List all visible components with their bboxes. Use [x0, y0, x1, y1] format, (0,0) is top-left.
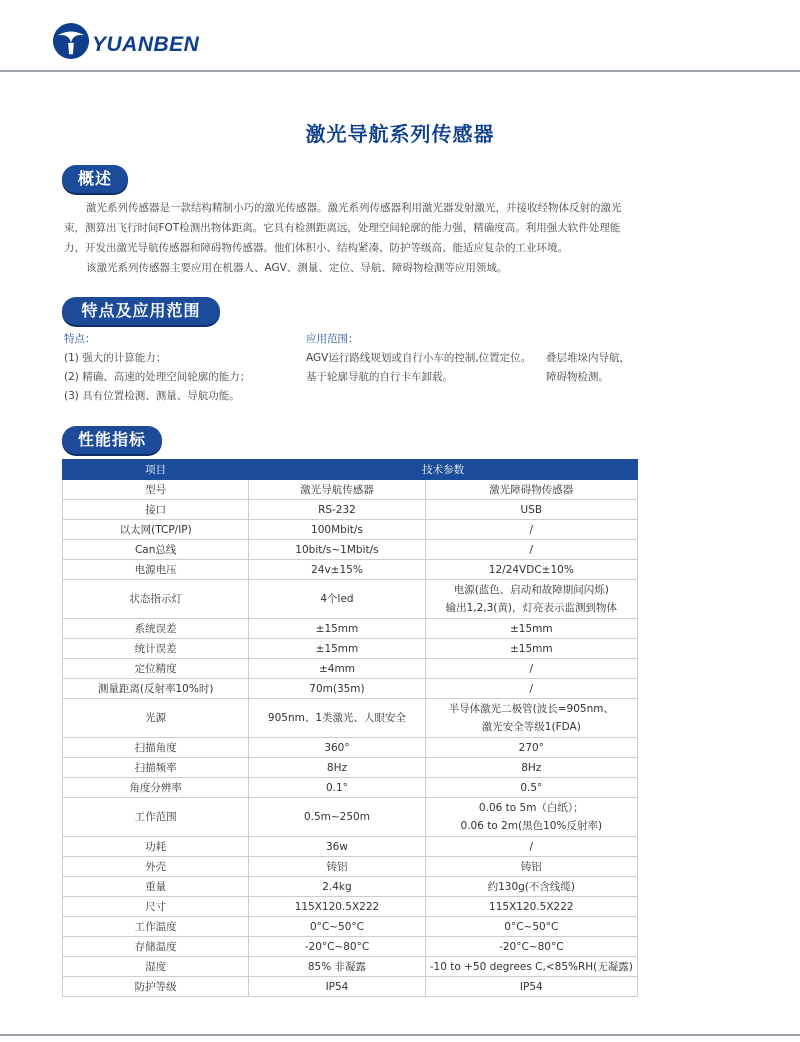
page-title: 激光导航系列传感器: [305, 122, 495, 146]
table-cell-b: /: [425, 837, 637, 857]
table-cell-b: 铸铝: [425, 857, 637, 877]
table-row: [63, 837, 638, 857]
table-row: [63, 957, 638, 977]
table-cell-a: IP54: [249, 977, 425, 997]
table-cell-b: 12/24VDC±10%: [425, 560, 637, 580]
table-cell-a: 激光导航传感器: [249, 480, 425, 500]
table-cell-item: 光源: [63, 699, 249, 738]
application-item: 障碍物检测。: [546, 371, 609, 383]
table-cell-b: 270°: [425, 738, 637, 758]
table-row: [63, 738, 638, 758]
table-row: [63, 857, 638, 877]
table-row: [63, 619, 638, 639]
table-cell-item: 湿度: [63, 957, 249, 977]
feature-item: (2) 精确、高速的处理空间轮廓的能力；: [64, 371, 251, 383]
table-cell-b: 激光障碍物传感器: [425, 480, 637, 500]
table-cell-b: /: [425, 520, 637, 540]
table-cell-a: RS-232: [249, 500, 425, 520]
table-cell-b: /: [425, 540, 637, 560]
table-cell-a: ±4mm: [249, 659, 425, 679]
table-cell-b: 0°C~50°C: [425, 917, 637, 937]
table-cell-item: 状态指示灯: [63, 580, 249, 619]
table-cell-a: 10bit/s~1Mbit/s: [249, 540, 425, 560]
table-cell-item: 扫描频率: [63, 758, 249, 778]
table-cell-item: 测量距离(反射率10%时): [63, 679, 249, 699]
application-item: AGV运行路线规划或自行小车的控制,位置定位。: [306, 352, 532, 364]
overview-paragraph: 激光系列传感器是一款结构精制小巧的激光传感器。激光系列传感器利用激光器发射激光，并接收经物体反射的激光束，测算出飞行时间FOT检测出物体距离。它具有检测距离远，处理空间轮廓的能力强，精确度高。利用强大软件处理能力，开发出激光导航传感器和障碍物传感器。他们体积小、结构紧凑、防护等级高、能适应复杂的工业环境。: [64, 202, 622, 254]
overview-text: [64, 198, 634, 278]
table-row: [63, 778, 638, 798]
table-cell-item: Can总线: [63, 540, 249, 560]
table-cell-item: 工作范围: [63, 798, 249, 837]
yuanben-logo-icon: [52, 22, 90, 60]
header-item: 项目: [63, 460, 249, 480]
feature-item: (1) 强大的计算能力；: [64, 352, 167, 364]
table-row: [63, 679, 638, 699]
table-cell-item: 扫描角度: [63, 738, 249, 758]
table-row: [63, 897, 638, 917]
table-cell-item: 定位精度: [63, 659, 249, 679]
table-cell-item: 统计误差: [63, 639, 249, 659]
application-item: 基于轮廓导航的自行卡车卸载。: [306, 371, 453, 383]
table-cell-b: 约130g(不含线缆): [425, 877, 637, 897]
table-cell-a: ±15mm: [249, 619, 425, 639]
table-row: [63, 639, 638, 659]
table-cell-a: 905nm、1类激光、人眼安全: [249, 699, 425, 738]
feature-item: (3) 具有位置检测、测量、导航功能。: [64, 390, 240, 402]
table-row: [63, 560, 638, 580]
table-cell-item: 以太网(TCP/IP): [63, 520, 249, 540]
table-cell-item: 尺寸: [63, 897, 249, 917]
table-row: [63, 758, 638, 778]
table-row: [63, 520, 638, 540]
table-cell-b: 115X120.5X222: [425, 897, 637, 917]
table-row: [63, 977, 638, 997]
table-cell-a: 铸铝: [249, 857, 425, 877]
features-label: 特点：: [64, 333, 96, 345]
table-row: [63, 659, 638, 679]
table-cell-a: 24v±15%: [249, 560, 425, 580]
table-cell-b: -10 to +50 degrees C,<85%RH(无凝露): [425, 957, 637, 977]
table-cell-a: 115X120.5X222: [249, 897, 425, 917]
table-cell-b: 半导体激光二极管(波长=905nm、 激光安全等级1(FDA): [425, 699, 637, 738]
section-badge-overview: 概述: [62, 165, 128, 193]
table-cell-b: ±15mm: [425, 619, 637, 639]
table-cell-b: ±15mm: [425, 639, 637, 659]
table-cell-b: 0.5°: [425, 778, 637, 798]
table-cell-b: /: [425, 659, 637, 679]
section-badge-performance: 性能指标: [62, 426, 162, 454]
table-cell-a: 0.5m~250m: [249, 798, 425, 837]
table-cell-item: 系统误差: [63, 619, 249, 639]
table-cell-b: 电源(蓝色、启动和故障期间闪烁) 输出1,2,3(黄)，灯亮表示监测到物体: [425, 580, 637, 619]
table-cell-a: 0°C~50°C: [249, 917, 425, 937]
table-cell-a: 85% 非凝露: [249, 957, 425, 977]
footer-divider: [0, 1034, 800, 1036]
table-cell-b: /: [425, 679, 637, 699]
applications-list: [306, 330, 646, 387]
table-cell-b: IP54: [425, 977, 637, 997]
table-cell-b: 8Hz: [425, 758, 637, 778]
table-header-row: [63, 460, 638, 480]
table-cell-item: 存储温度: [63, 937, 249, 957]
table-cell-item: 功耗: [63, 837, 249, 857]
table-cell-item: 电源电压: [63, 560, 249, 580]
table-cell-a: 4个led: [249, 580, 425, 619]
brand-name: YUANBEN: [92, 33, 200, 56]
table-cell-a: ±15mm: [249, 639, 425, 659]
table-row: [63, 877, 638, 897]
table-row: [63, 917, 638, 937]
table-cell-a: 70m(35m): [249, 679, 425, 699]
table-cell-a: 100Mbit/s: [249, 520, 425, 540]
table-cell-item: 重量: [63, 877, 249, 897]
table-cell-item: 防护等级: [63, 977, 249, 997]
table-cell-a: 360°: [249, 738, 425, 758]
page-header: [0, 0, 800, 74]
table-row: [63, 937, 638, 957]
table-cell-a: 36w: [249, 837, 425, 857]
table-row: [63, 798, 638, 837]
application-item: 叠层堆垛内导航，: [546, 352, 630, 364]
header-divider: [0, 70, 800, 72]
table-cell-a: 0.1°: [249, 778, 425, 798]
table-cell-b: -20°C~80°C: [425, 937, 637, 957]
table-cell-item: 接口: [63, 500, 249, 520]
table-cell-item: 工作温度: [63, 917, 249, 937]
header-params: 技术参数: [249, 460, 638, 480]
table-cell-item: 型号: [63, 480, 249, 500]
table-cell-a: 8Hz: [249, 758, 425, 778]
overview-paragraph: 该激光系列传感器主要应用在机器人、AGV、测量、定位、导航、障碍物检测等应用领域。: [86, 262, 508, 274]
table-cell-a: -20°C~80°C: [249, 937, 425, 957]
table-row: [63, 540, 638, 560]
table-cell-item: 外壳: [63, 857, 249, 877]
applications-label: 应用范围：: [306, 333, 359, 345]
table-row: [63, 500, 638, 520]
table-row: [63, 480, 638, 500]
table-cell-b: USB: [425, 500, 637, 520]
table-cell-item: 角度分辨率: [63, 778, 249, 798]
table-row: [63, 580, 638, 619]
spec-table-body: [63, 480, 638, 997]
table-cell-b: 0.06 to 5m（白纸）； 0.06 to 2m(黑色10%反射率): [425, 798, 637, 837]
features-list: [64, 330, 294, 406]
brand-logo: [52, 22, 199, 60]
spec-table: [62, 459, 638, 997]
table-row: [63, 699, 638, 738]
section-badge-features: 特点及应用范围: [62, 297, 220, 325]
table-cell-a: 2.4kg: [249, 877, 425, 897]
